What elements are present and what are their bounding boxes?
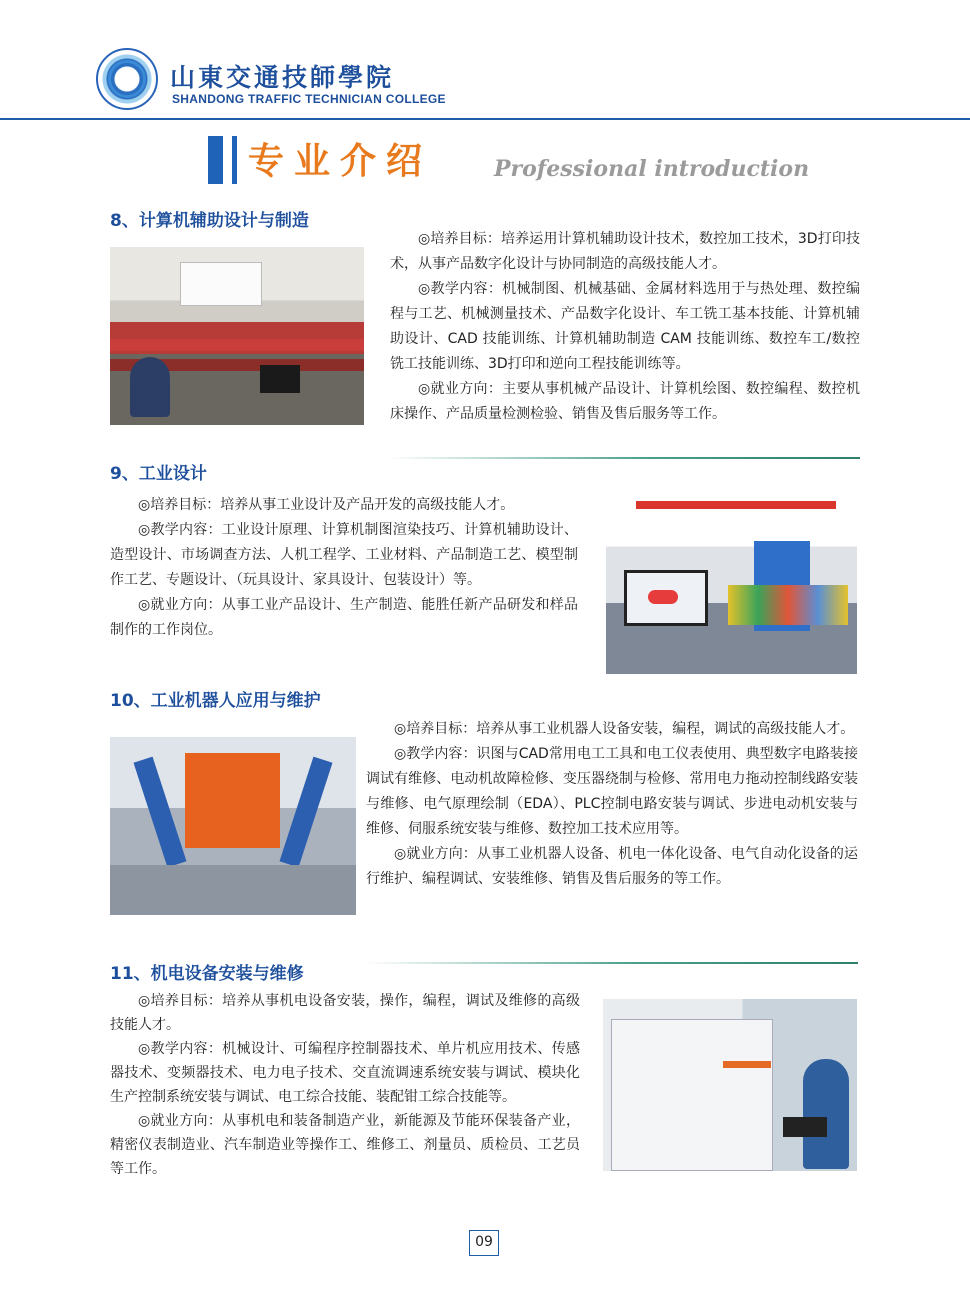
paragraph-training-goal: ◎培养目标：培养运用计算机辅助设计技术，数控加工技术，3D打印技术，从事产品数字化设计与协同制造的高级技能人才。 (390, 231, 860, 272)
photo-technician (803, 1059, 849, 1169)
section-body-cad-cam (390, 227, 860, 427)
photo-desk-row (110, 339, 364, 351)
photo-equipment-stripe (723, 1061, 771, 1068)
photo-student (130, 357, 170, 417)
paragraph-teaching-content: ◎教学内容：机械制图、机械基础、金属材料选用于与热处理、数控编程与工艺、机械测量技术、产品数字化设计、车工铣工基本技能、计算机辅助设计、CAD 技能训练、计算机辅助制造 CAM 技能训练、数控车工/数控铣工技能训练、3D打印和逆向工程技能训练等。 (390, 281, 860, 372)
photo-board (180, 262, 262, 306)
photo-robot-arm-right (279, 757, 332, 868)
page-title-en: Professional introduction (494, 156, 810, 182)
section-body-industrial-design (110, 493, 578, 643)
paragraph-career-direction: ◎就业方向：从事工业产品设计、生产制造、能胜任新产品研发和样品制作的工作岗位。 (110, 597, 578, 638)
photo-3d-model (648, 590, 678, 604)
section-title-mechatronics: 11、机电设备安装与维修 (110, 964, 304, 984)
college-logo-ring (108, 60, 146, 98)
paragraph-career-direction: ◎就业方向：主要从事机械产品设计、计算机绘图、数控编程、数控机床操作、产品质量检测检验、销售及售后服务等工作。 (390, 381, 860, 422)
photo-laptop (783, 1117, 827, 1137)
section-title-industrial-robot: 10、工业机器人应用与维护 (110, 691, 321, 711)
title-bar-thick (208, 136, 223, 184)
photo-welding-curtain (185, 753, 280, 848)
photo-product-models (728, 585, 848, 625)
photo-robot-cell (110, 737, 356, 915)
college-name-en: SHANDONG TRAFFIC TECHNICIAN COLLEGE (172, 92, 446, 106)
paragraph-teaching-content: ◎教学内容：机械设计、可编程序控制器技术、单片机应用技术、传感器技术、变频器技术、电力电子技术、交直流调速系统安装与调试、模块化生产控制系统安装与调试、电工综合技能、装配钳工综合技能等。 (110, 1041, 580, 1105)
title-bar-thin (232, 136, 237, 184)
page-title-cn: 专业介绍 (248, 141, 433, 182)
page-number: 09 (469, 1230, 499, 1256)
section-body-mechatronics (110, 989, 580, 1181)
photo-mechatronics-workshop (603, 999, 857, 1171)
photo-monitor (260, 365, 300, 393)
paragraph-career-direction: ◎就业方向：从事工业机器人设备、机电一体化设备、电气自动化设备的运行维护、编程调试、安装维修、销售及售后服务的等工作。 (366, 846, 858, 887)
college-name-cn: 山東交通技師學院 (170, 63, 395, 92)
header-divider (0, 118, 970, 120)
paragraph-training-goal: ◎培养目标：培养从事机电设备安装，操作，编程，调试及维修的高级技能人才。 (110, 993, 580, 1033)
paragraph-training-goal: ◎培养目标：培养从事工业机器人设备安装，编程，调试的高级技能人才。 (394, 721, 855, 737)
paragraph-training-goal: ◎培养目标：培养从事工业设计及产品开发的高级技能人才。 (138, 497, 515, 513)
paragraph-teaching-content: ◎教学内容：工业设计原理、计算机制图渲染技巧、计算机辅助设计、造型设计、市场调查方法、人机工程学、工业材料、产品制造工艺、模型制作工艺、专题设计、（玩具设计、家具设计、包装设计）等。 (110, 522, 578, 588)
photo-equipment (611, 1019, 773, 1171)
photo-computer-lab (110, 247, 364, 425)
photo-robot-arm-left (133, 757, 186, 868)
paragraph-teaching-content: ◎教学内容：识图与CAD常用电工工具和电工仪表使用、典型数字电路装接调试有维修、电动机故障检修、变压器绕制与检修、常用电力拖动控制线路安装与维修、电气原理绘制（EDA）、PLC控制电路安装与调试、步进电动机安装与维修、伺服系统安装与维修、数控加工技术应用等。 (366, 746, 858, 837)
section-divider (366, 962, 858, 964)
photo-wall-banner (636, 501, 836, 539)
paragraph-career-direction: ◎就业方向：从事机电和装备制造产业，新能源及节能环保装备产业，精密仪表制造业、汽车制造业等操作工、维修工、剂量员、质检员、工艺员等工作。 (110, 1113, 580, 1177)
photo-fixture-base (110, 865, 356, 915)
section-title-industrial-design: 9、工业设计 (110, 464, 207, 484)
photo-design-studio (606, 497, 857, 674)
section-divider (390, 457, 860, 459)
section-title-cad-cam: 8、计算机辅助设计与制造 (110, 211, 309, 231)
section-body-industrial-robot (366, 717, 858, 892)
